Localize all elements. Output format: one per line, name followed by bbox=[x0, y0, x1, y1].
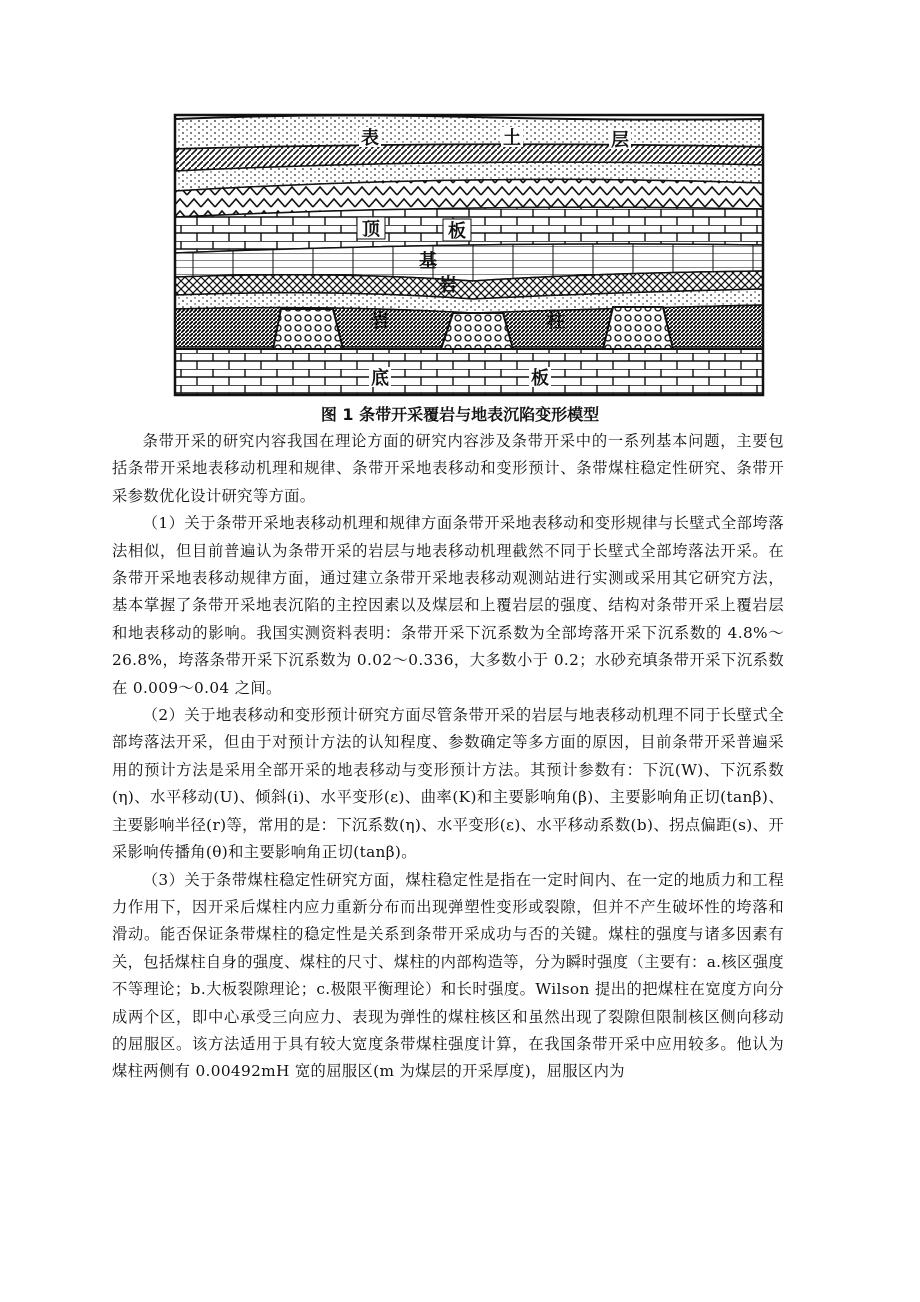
strata-figure bbox=[173, 113, 765, 397]
figure-label-surface-1: 表 bbox=[361, 128, 379, 149]
figure-caption: 图 1 条带开采覆岩与地表沉陷变形模型 bbox=[320, 405, 600, 424]
paragraph-intro: 条带开采的研究内容我国在理论方面的研究内容涉及条带开采中的一系列基本问题，主要包括条带开采地表移动机理和规律、条带开采地表移动和变形预计、条带煤柱稳定性研究、条带开采参数优化设计研究等方面。 bbox=[112, 432, 784, 505]
figure-label-mid-1: 基 bbox=[419, 251, 437, 272]
figure-label-floor-2: 板 bbox=[531, 368, 549, 389]
figure-label-coal-2: 柱 bbox=[547, 311, 565, 332]
paragraph-3: （3）关于条带煤柱稳定性研究方面，煤柱稳定性是指在一定时间内、在一定的地质力和工程力作用下，因开采后煤柱内应力重新分布而出现弹塑性变形或裂隙，但并不产生破坏性的垮落和滑动。能否保证条带煤柱的稳定性是关系到条带开采成功与否的关键。煤柱的强度与诸多因素有关，包括煤柱自身的强度、煤柱的尺寸、煤柱的内部构造等，分为瞬时强度（主要有：a.核区强度不等理论；b.大板裂隙理论；c.极限平衡理论）和长时强度。Wilson 提出的把煤柱在宽度方向分成两个区，即中心承受三向应力、表现为弹性的煤柱核区和虽然出现了裂隙但限制核区侧向移动的屈服区。该方法适用于具有较大宽度条带煤柱强度计算，在我国条带开采中应用较多。他认为煤柱两侧有 0.00492mH 宽的屈服区(m 为煤层的开采厚度)，屈服区内为 bbox=[112, 870, 784, 1081]
paragraph-1: （1）关于条带开采地表移动机理和规律方面条带开采地表移动和变形规律与长壁式全部垮落法相似，但目前普遍认为条带开采的岩层与地表移动机理截然不同于长壁式全部垮落法开采。在条带开采地表移动规律方面，通过建立条带开采地表移动观测站进行实测或采用其它研究方法，基本掌握了条带开采地表沉陷的主控因素以及煤层和上覆岩层的强度、结构对条带开采上覆岩层和地表移动的影响。我国实测资料表明：条带开采下沉系数为全部垮落开采下沉系数的 4.8%～26.8%，垮落条带开采下沉系数为 0.02～0.336，大多数小于 0.2；水砂充填条带开采下沉系数在 0.009～0.04 之间。 bbox=[112, 514, 784, 697]
figure-label-roof-1: 顶 bbox=[362, 219, 380, 240]
figure-label-surface-2: 土 bbox=[503, 128, 521, 149]
body-text bbox=[112, 428, 784, 1086]
figure-label-floor-1: 底 bbox=[371, 368, 389, 389]
figure-label-roof-2: 板 bbox=[448, 221, 466, 242]
figure-label-surface-3: 层 bbox=[611, 130, 629, 151]
figure-label-mid-2: 岩 bbox=[439, 275, 457, 296]
figure-label-coal-1: 岩 bbox=[371, 311, 389, 332]
paragraph-2: （2）关于地表移动和变形预计研究方面尽管条带开采的岩层与地表移动机理不同于长壁式全部垮落法开采，但由于对预计方法的认知程度、参数确定等多方面的原因，目前条带开采普遍采用的预计方法是采用全部开采的地表移动与变形预计方法。其预计参数有：下沉(W)、下沉系数(η)、水平移动(U)、倾斜(i)、水平变形(ε)、曲率(K)和主要影响角(β)、主要影响角正切(tanβ)、主要影响半径(r)等，常用的是：下沉系数(η)、水平变形(ε)、水平移动系数(b)、拐点偏距(s)、开采影响传播角(θ)和主要影响角正切(tanβ)。 bbox=[112, 706, 784, 862]
